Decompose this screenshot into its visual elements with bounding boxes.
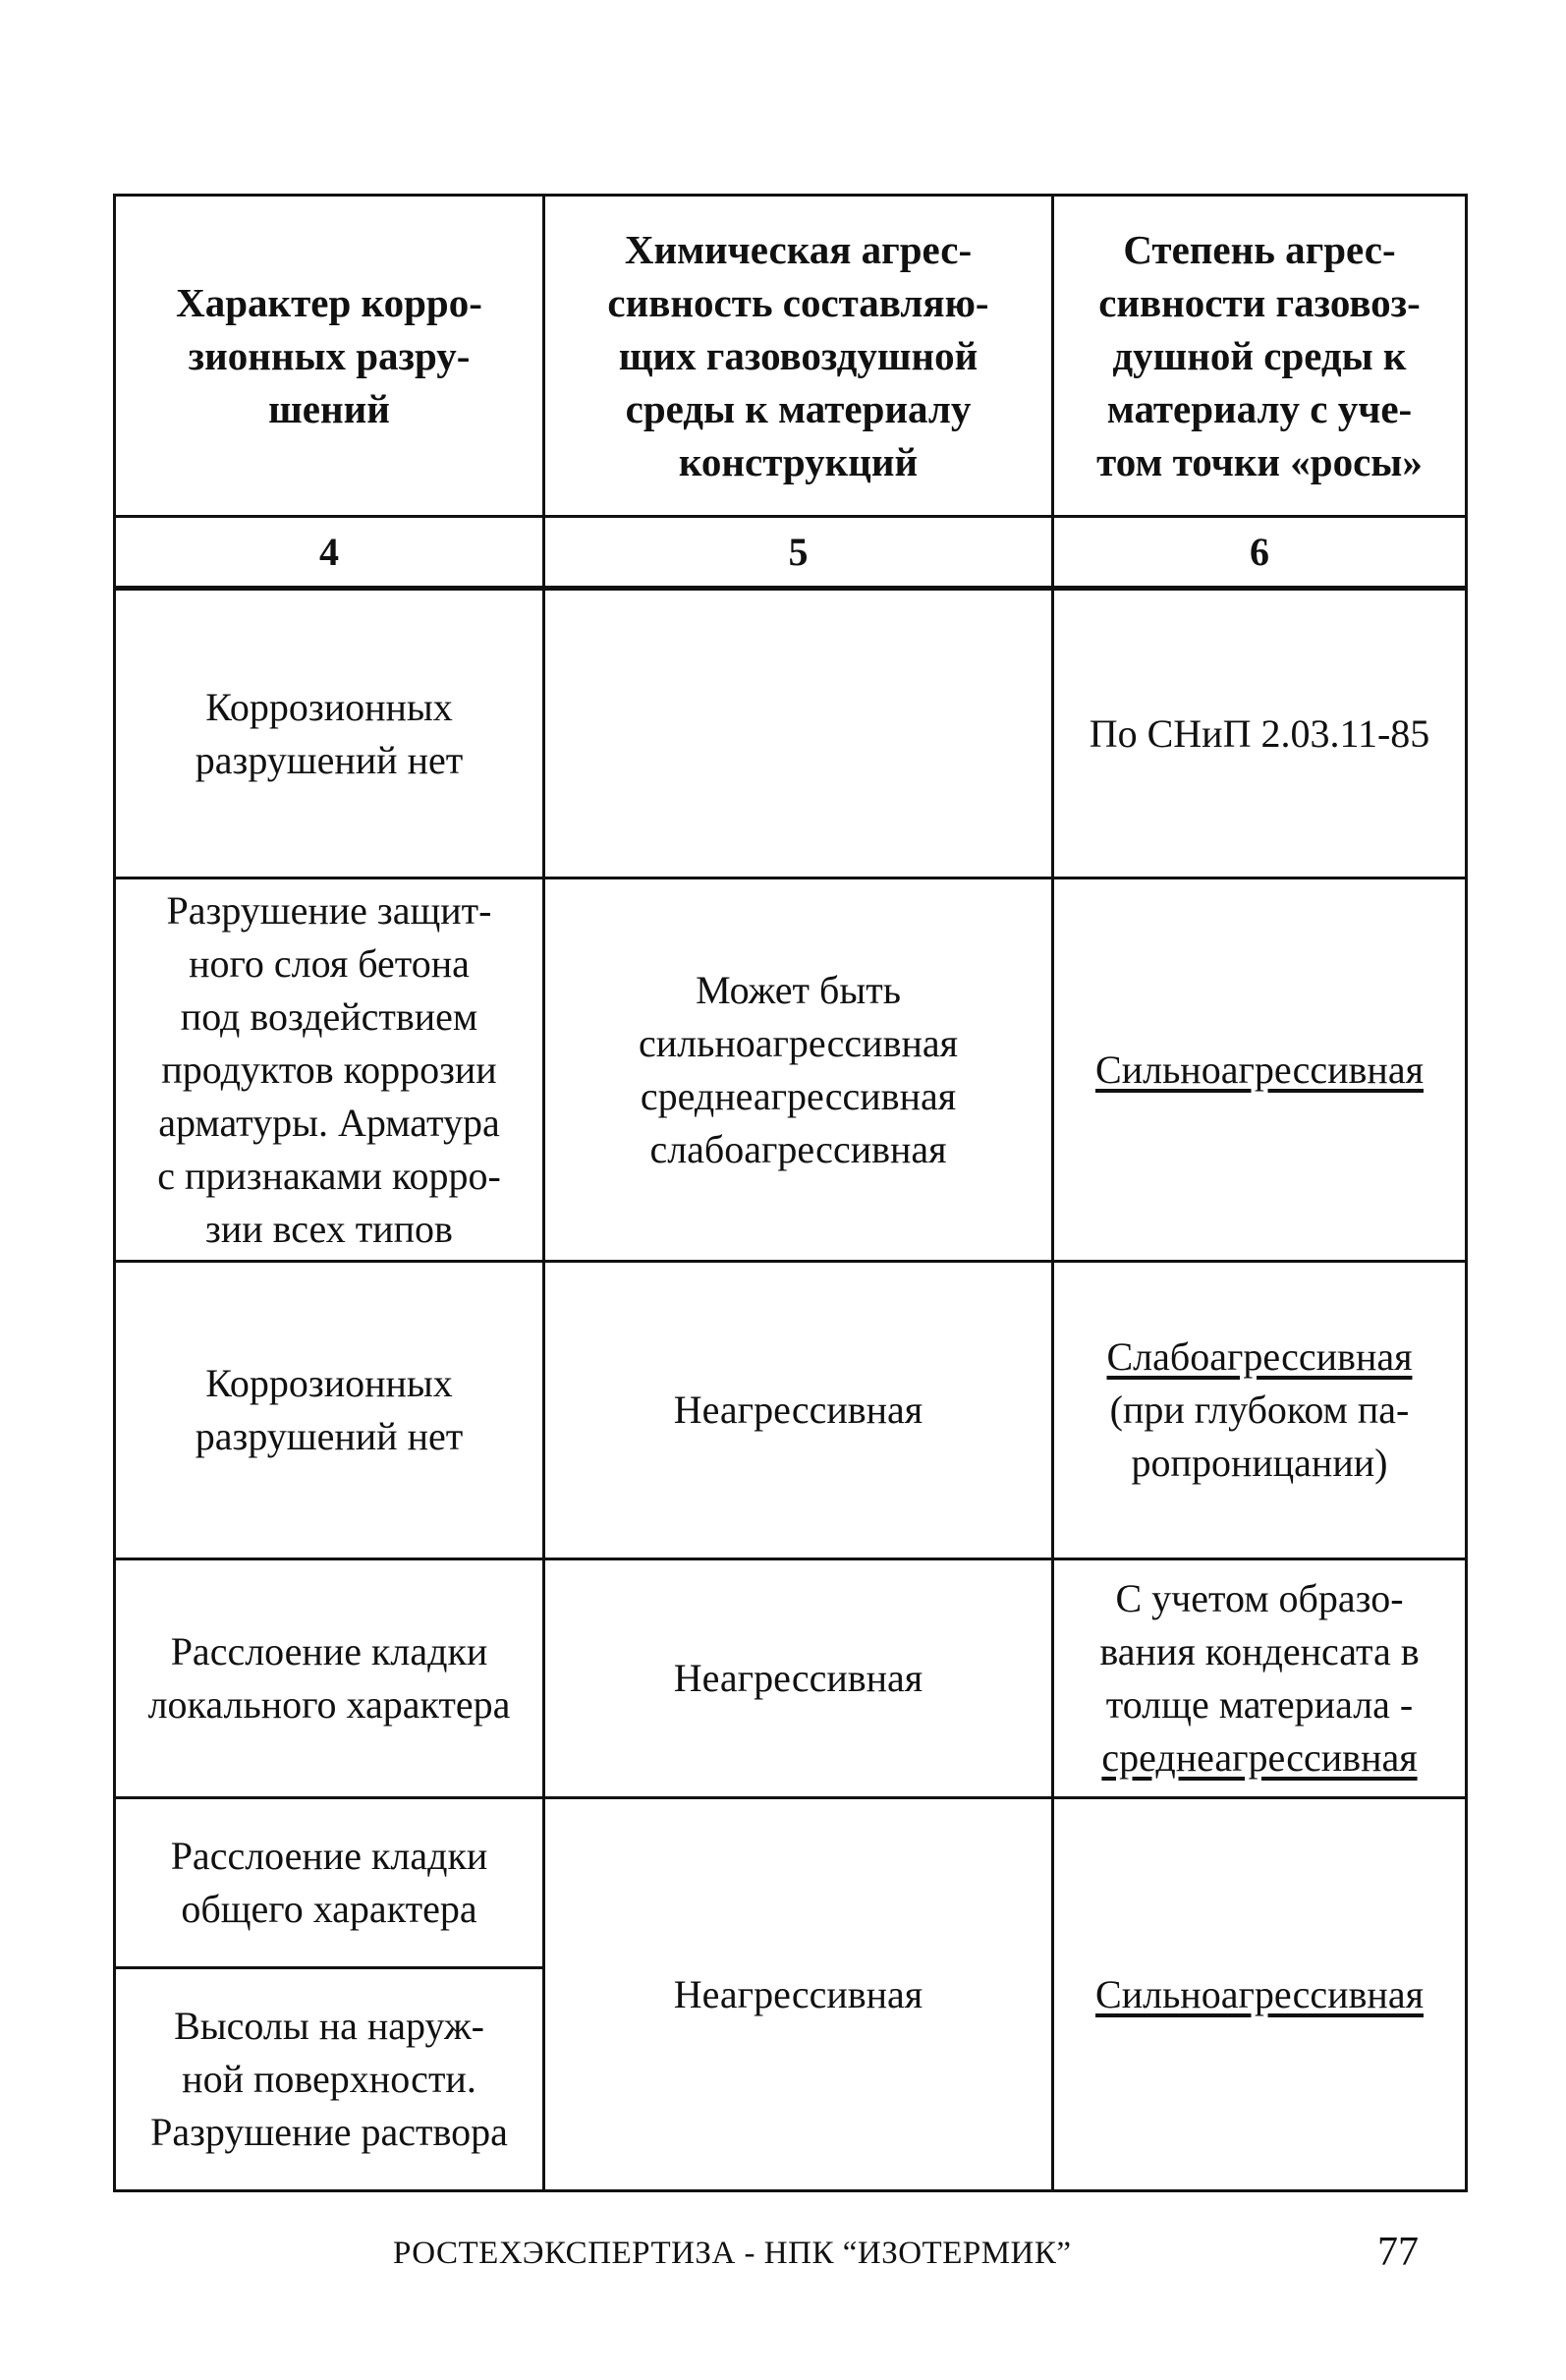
cell-col6: По СНиП 2.03.11-85 <box>1053 589 1467 878</box>
cell-col6 <box>1053 1798 1467 2191</box>
column-number-6: 6 <box>1053 517 1467 589</box>
cell-col6-underlined: Сильноагрессивная <box>1095 1047 1424 1092</box>
table-row <box>115 1559 1467 1798</box>
page-footer: РОСТЕХЭКСПЕРТИЗА - НПК “ИЗОТЕРМИК” <box>393 2236 1072 2271</box>
cell-col6-text: С учетом образо- вания конденсата в толще материала - <box>1099 1576 1420 1727</box>
table-row <box>115 1262 1467 1559</box>
cell-col6 <box>1053 1559 1467 1798</box>
cell-col4: Коррозионных разрушений нет <box>115 589 544 878</box>
cell-col5: Неагрессивная <box>544 1798 1053 2191</box>
cell-col4: Разрушение защит- ного слоя бетона под воздействием продуктов коррозии арматуры. Арматура с признаками корро- зии всех типов <box>115 878 544 1262</box>
cell-col6-underlined: среднеагрессивная <box>1101 1735 1418 1780</box>
table-row <box>115 589 1467 878</box>
cell-col5: Неагрессивная <box>544 1262 1053 1559</box>
cell-col5: Неагрессивная <box>544 1559 1053 1798</box>
cell-col4: Расслоение кладки общего характера <box>115 1798 544 1968</box>
cell-col4: Коррозионных разрушений нет <box>115 1262 544 1559</box>
cell-col6 <box>1053 878 1467 1262</box>
cell-col5 <box>544 589 1053 878</box>
cell-col6-underlined: Слабоагрессивная <box>1106 1334 1413 1379</box>
cell-col6-note: (при глубоком па- ропроницании) <box>1109 1388 1410 1485</box>
cell-col4: Расслоение кладки локального характера <box>115 1559 544 1798</box>
corrosion-table <box>113 194 1468 2192</box>
column-number-5: 5 <box>544 517 1053 589</box>
table-header-row <box>115 196 1467 517</box>
column-number-row <box>115 517 1467 589</box>
table-row <box>115 878 1467 1262</box>
table-row <box>115 1798 1467 1968</box>
cell-col6-underlined: Сильноагрессивная <box>1095 1971 1424 2016</box>
header-chemical-aggressiveness: Химическая агрес- сивность составляю- щих газовоздушной среды к материалу конструкций <box>544 196 1053 517</box>
cell-col4: Высолы на наруж- ной поверхности. Разрушение раствора <box>115 1968 544 2191</box>
page-number: 77 <box>1377 2230 1419 2275</box>
header-aggressiveness-degree: Степень агрес- сивности газовоз- душной среды к материалу с уче- том точки «росы» <box>1053 196 1467 517</box>
header-corrosion-character: Характер корро- зионных разру- шений <box>115 196 544 517</box>
column-number-4: 4 <box>115 517 544 589</box>
cell-col5: Может быть сильноагрессивная среднеагрессивная слабоагрессивная <box>544 878 1053 1262</box>
cell-col6 <box>1053 1262 1467 1559</box>
